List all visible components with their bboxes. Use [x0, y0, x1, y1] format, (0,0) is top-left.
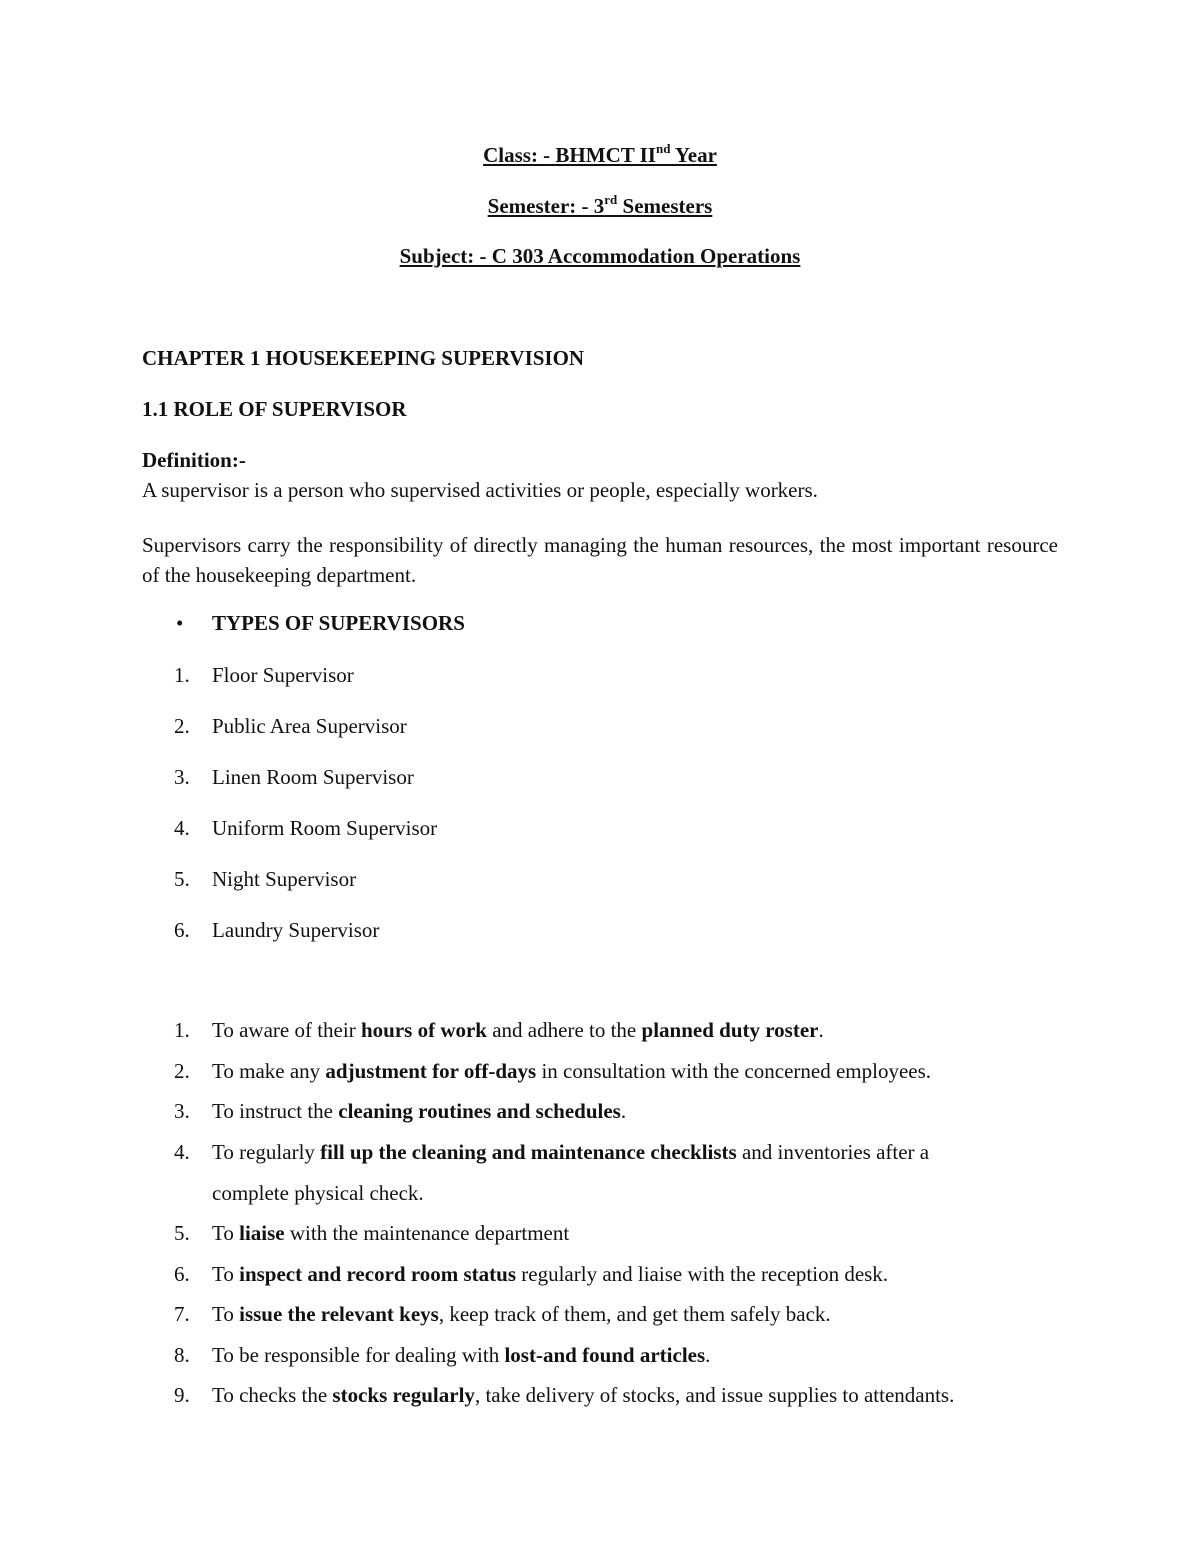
- duty-text: To make any: [212, 1059, 326, 1083]
- duty-number: 8.: [174, 1343, 190, 1367]
- duty-text: , keep track of them, and get them safely back.: [438, 1302, 831, 1326]
- list-item: Night Supervisor: [212, 867, 357, 891]
- duty-number: 1.: [174, 1018, 190, 1042]
- class-superscript: nd: [655, 141, 671, 156]
- duty-item: [212, 1262, 888, 1287]
- list-item: Uniform Room Supervisor: [212, 816, 438, 840]
- semester-line: [0, 194, 1200, 219]
- list-item-number: 5.: [174, 867, 190, 891]
- subject-line: Subject: - C 303 Accommodation Operations: [399, 244, 801, 268]
- list-item-number: 2.: [174, 714, 190, 738]
- semester-prefix: Semester: - 3: [487, 194, 605, 218]
- duty-text: To regularly: [212, 1140, 321, 1164]
- duty-emphasis: stocks regularly: [332, 1383, 475, 1407]
- duty-continuation: complete physical check.: [212, 1181, 424, 1205]
- duty-emphasis: hours of work: [360, 1018, 487, 1042]
- duty-text: in consultation with the concerned employees.: [536, 1059, 932, 1083]
- duty-text: and adhere to the: [486, 1018, 642, 1042]
- duty-text: To: [212, 1302, 240, 1326]
- definition-text: A supervisor is a person who supervised activities or people, especially workers.: [142, 478, 818, 502]
- duty-number: 9.: [174, 1383, 190, 1407]
- duty-emphasis: liaise: [239, 1221, 285, 1245]
- list-item-number: 4.: [174, 816, 190, 840]
- class-line: [0, 143, 1200, 168]
- semester-suffix: Semesters: [617, 194, 713, 218]
- definition-label: Definition:-: [142, 448, 246, 472]
- duty-item: [212, 1221, 569, 1246]
- section-title: 1.1 ROLE OF SUPERVISOR: [142, 397, 407, 421]
- duty-text: To aware of their: [212, 1018, 361, 1042]
- duty-item: [212, 1059, 931, 1084]
- duty-text: To: [212, 1262, 240, 1286]
- duty-text: To instruct the: [212, 1099, 339, 1123]
- duty-item: [212, 1018, 824, 1043]
- intro-paragraph: Supervisors carry the responsibility of directly managing the human resources, the most important resource of the housekeeping department.: [142, 533, 1058, 587]
- duty-emphasis: fill up the cleaning and maintenance checklists: [320, 1140, 737, 1164]
- duty-text: .: [620, 1099, 627, 1123]
- list-item: Floor Supervisor: [212, 663, 354, 687]
- duty-number: 3.: [174, 1099, 190, 1123]
- duty-number: 5.: [174, 1221, 190, 1245]
- duty-emphasis: adjustment for off-days: [325, 1059, 537, 1083]
- duty-text: To be responsible for dealing with: [212, 1343, 505, 1367]
- semester-superscript: rd: [604, 192, 618, 207]
- list-item: Public Area Supervisor: [212, 714, 407, 738]
- duty-emphasis: inspect and record room status: [239, 1262, 517, 1286]
- duty-text: .: [818, 1018, 824, 1042]
- list-item: Laundry Supervisor: [212, 918, 380, 942]
- duty-item: [212, 1140, 929, 1165]
- duty-emphasis: cleaning routines and schedules: [338, 1099, 621, 1123]
- duty-item: [212, 1343, 710, 1368]
- duty-number: 6.: [174, 1262, 190, 1286]
- duty-emphasis: planned duty roster: [641, 1018, 819, 1042]
- types-heading: TYPES OF SUPERVISORS: [212, 611, 465, 635]
- list-item: Linen Room Supervisor: [212, 765, 414, 789]
- duty-emphasis: lost-and found articles: [504, 1343, 706, 1367]
- duty-text: , take delivery of stocks, and issue supplies to attendants.: [474, 1383, 955, 1407]
- duty-item: [212, 1099, 626, 1124]
- chapter-title: CHAPTER 1 HOUSEKEEPING SUPERVISION: [142, 346, 585, 370]
- duty-number: 7.: [174, 1302, 190, 1326]
- duty-text: with the maintenance department: [284, 1221, 570, 1245]
- duty-number: 4.: [174, 1140, 190, 1164]
- duty-number: 2.: [174, 1059, 190, 1083]
- duty-text: and inventories after a: [736, 1140, 930, 1164]
- list-item-number: 6.: [174, 918, 190, 942]
- class-suffix: Year: [670, 143, 717, 167]
- bullet-icon: •: [176, 611, 184, 635]
- duty-emphasis: issue the relevant keys: [239, 1302, 439, 1326]
- class-prefix: Class: - BHMCT II: [483, 143, 656, 167]
- duty-item: [212, 1302, 831, 1327]
- duty-item: [212, 1383, 954, 1408]
- list-item-number: 1.: [174, 663, 190, 687]
- duty-text: To: [212, 1221, 240, 1245]
- duty-text: .: [705, 1343, 711, 1367]
- duty-text: To checks the: [212, 1383, 333, 1407]
- list-item-number: 3.: [174, 765, 190, 789]
- duty-text: regularly and liaise with the reception desk.: [516, 1262, 889, 1286]
